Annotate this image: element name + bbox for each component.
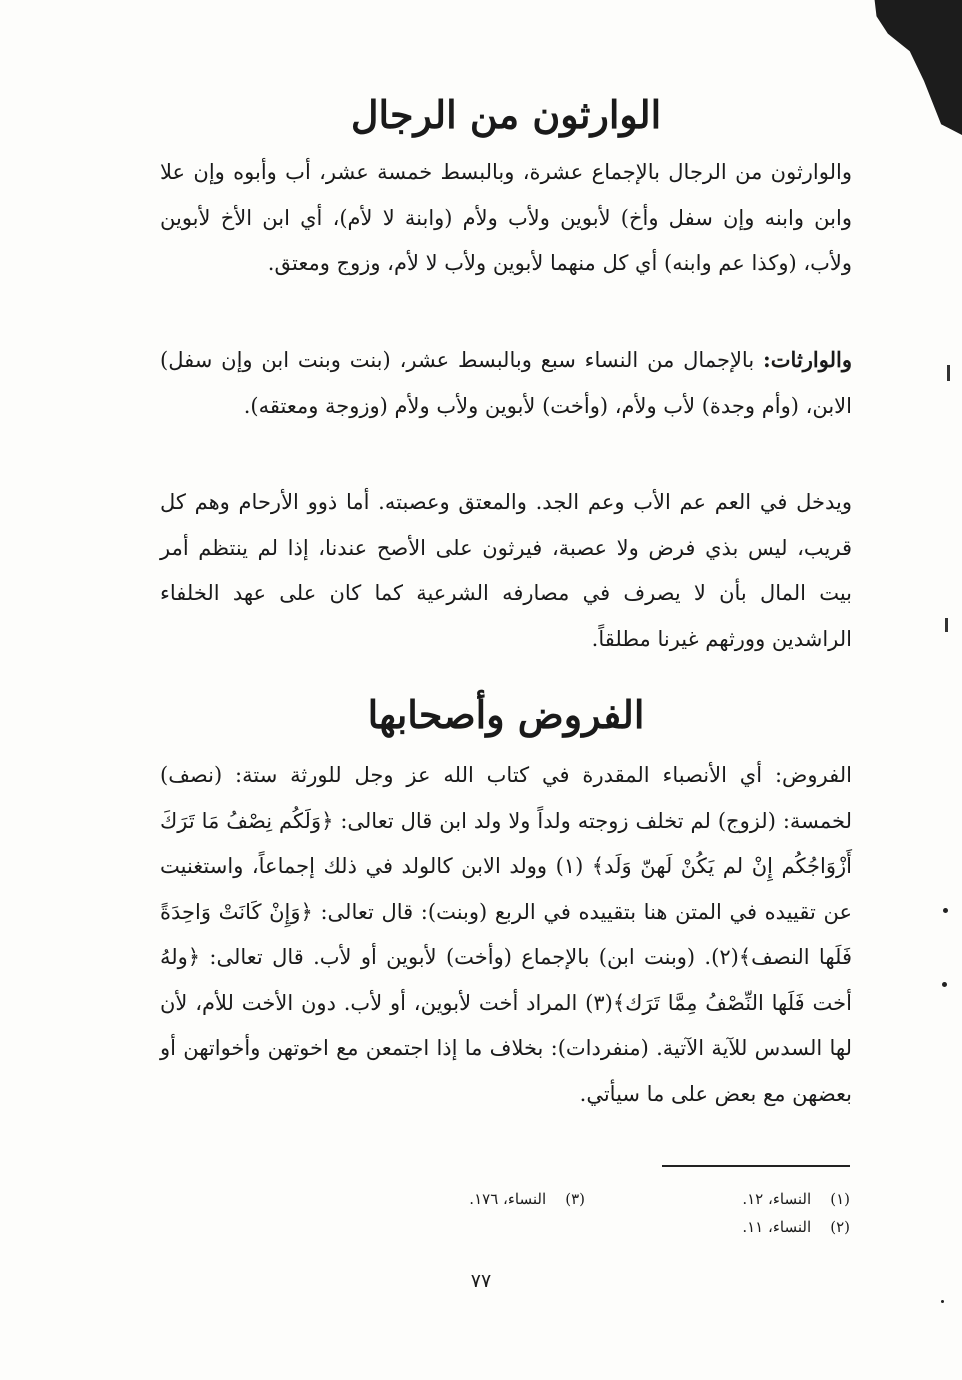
scan-speck [941,1300,944,1303]
section-title-male-heirs: الوارثون من الرجال [350,92,662,137]
footnote-number: (١) [830,1190,850,1208]
footnote-text: النساء، ١٧٦. [469,1190,547,1208]
footnote-number: (٢) [830,1218,850,1236]
paragraph-extended-heirs: ويدخل في العم عم الأب وعم الجد. والمعتق وعصبته. أما ذوو الأرحام وهم كل قريب، ليس بذي فرض ولا عصبة، فيرثون على الأصح عندنا، إذا لم ينتظم أمر بيت المال بأن لا يصرف في مصارفه الشرعية كما كان على عهد الخلفاء الراشدين وورثهم غيرنا مطلقاً. [160,490,852,651]
section-male-heirs [160,150,852,287]
paragraph-female-heirs [160,337,852,429]
scan-speck [942,982,947,987]
footnote-2 [742,1213,850,1241]
footnote-text: النساء، ١٢. [742,1190,812,1208]
footnote-1 [742,1185,850,1213]
section-female-heirs [160,337,852,429]
footnote-number: (٣) [565,1190,585,1208]
scan-edge-mark [945,618,948,632]
section-title-shares: الفروض وأصحابها [367,692,645,737]
section-shares [160,753,852,1117]
term-female-heirs: والوارثات: [763,347,852,372]
paragraph-male-heirs: والوارثون من الرجال بالإجماع عشرة، وبالبسط خمسة عشر، أب وأبوه وإن علا وابن وابنه وإن سفل وأخ) لأبوين ولأب ولأم (وابنة لا لأم)، أي ابن الأخ لأبوين ولأب، (وكذا عم وابنه) أي كل منهما لأبوين ولأب لا لأم، وزوج ومعتق. [160,160,852,275]
paragraph-shares: الفروض: أي الأنصباء المقدرة في كتاب الله عز وجل للورثة ستة: (نصف) لخمسة: (لزوج) لم تخلف زوجته ولداً ولا ولد ابن قال تعالى: ﴿وَلَكُم نِصْفُ مَا تَرَكَ أَزْوَاجُكُم إِنْ لم يَكُنْ لَهنّ وَلَد﴾ (١) وولد الابن كالولد في ذلك إجماعاً، واستغنيت عن تقييده في المتن هنا بتقييده في الربع (وبنت): قال تعالى: ﴿وَإِنْ كَانَتْ وَاحِدَةً فَلَها النصف﴾(٢). (وبنت ابن) بالإجماع (وأخت) لأبوين أو لأب. قال تعالى: ﴿ولهُ أخت فَلَها النِّصْفُ مِمَّا تَرَك﴾(٣) المراد أخت لأبوين، أو لأب. دون الأخت للأم، لأن لها السدس للآية الآتية. (منفردات): بخلاف ما إذا اجتمعن مع اخوتهن وأخواتهن أو بعضهن مع بعض على ما سيأتي. [160,763,852,1106]
footnote-divider [662,1165,850,1167]
scan-edge-mark [947,365,950,381]
page-number: ٧٧ [470,1270,492,1292]
footnote-text: النساء، ١١. [742,1218,812,1236]
section-extended-heirs [160,480,852,662]
scan-speck [943,908,948,913]
scan-ink-blot [867,0,962,135]
paragraph-female-heirs-text: بالإجمال من النساء سبع وبالبسط عشر، (بنت وبنت ابن وإن سفل) الابن، (وأم وجدة) لأب ولأم، (وأخت) لأبوين ولأب ولأم (وزوجة ومعتقه). [160,348,852,418]
footnote-3 [469,1185,585,1213]
